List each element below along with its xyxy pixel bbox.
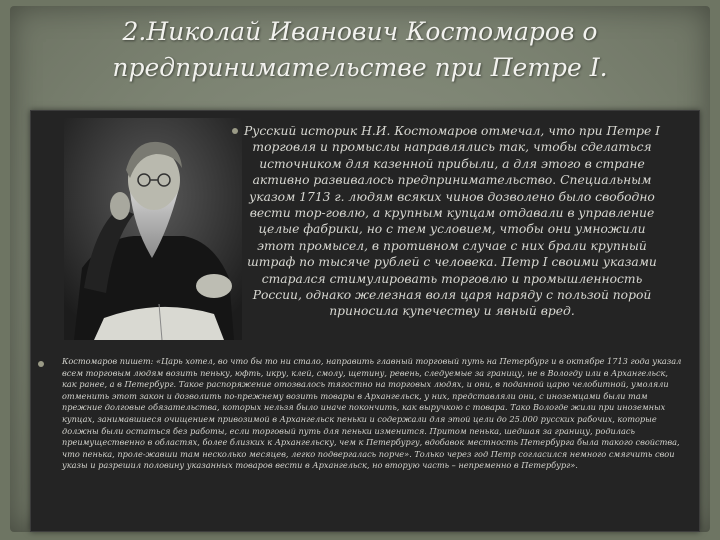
bullet-2-icon bbox=[38, 361, 44, 367]
title-line-2: предпринимательстве при Петре I. bbox=[112, 53, 608, 82]
portrait-photo-icon bbox=[64, 118, 242, 340]
slide-title bbox=[0, 14, 720, 86]
paragraph-2: Костомаров пишет: «Царь хотел, во что бы то ни стало, направить главный торговый путь на Петербург и в октябре 1713 года указал всем торговым людям возить пеньку, юфть, икру, клей, смолу, щетину, ревень, следуемые за границу, не в Вологду или в Архангельск, как ранее, а в Петербург. Такое распоряжение отозвалось тягостно на торговых людях, и они, в поданной царю челобитной, умоляли отменить этот закон и дозволить по-прежнему возить товары в Архангельск, у них, представляли они, с иноземцами были там прежние долговые обязательства, которых нельзя было иначе покончить, как выручкою с товара. Тако Вологде жили при иноземных купцах, занимавшиеся очищением привозимой в Архангельск пеньки и содержали для этой цели до 25.000 русских рабочих, которые должны были остаться без работы, если торговый путь для пеньки изменится. Притом пенька, шедшая за границу, родилась преимущественно в областях, более близких к Архангельску, чем к Петербургу, вдобавок местность Петербурга была такого свойства, что пенька, проле-жавши там несколько месяцев, легко подвергалась порче». Только через год Петр согласился немного смягчить свои указы и разрешил половину указанных товаров вести в Архангельск, но вторую часть – непременно в Петербург». bbox=[62, 356, 682, 471]
portrait-image bbox=[64, 118, 242, 340]
title-line-1: 2.Николай Иванович Костомаров о bbox=[122, 17, 598, 46]
paragraph-1: Русский историк Н.И. Костомаров отмечал, что при Петре I торговля и промыслы направлялись так, чтобы сделаться источником для казенной прибыли, а для этого в стране активно развивалось предпринимательство. Специальным указом 1713 г. людям всяких чинов дозволено было свободно вести тор-говлю, а крупным купцам отдавали в управление целые фабрики, но с тем условием, чтобы они умножили этот промысел, в противном случае с них брали крупный штраф по тысяче рублей с человека. Петр I своими указами старался стимулировать торговлю и промышленность России, однако железная воля царя наряду с пользой порой приносила купечеству и явный вред. bbox=[243, 124, 661, 319]
